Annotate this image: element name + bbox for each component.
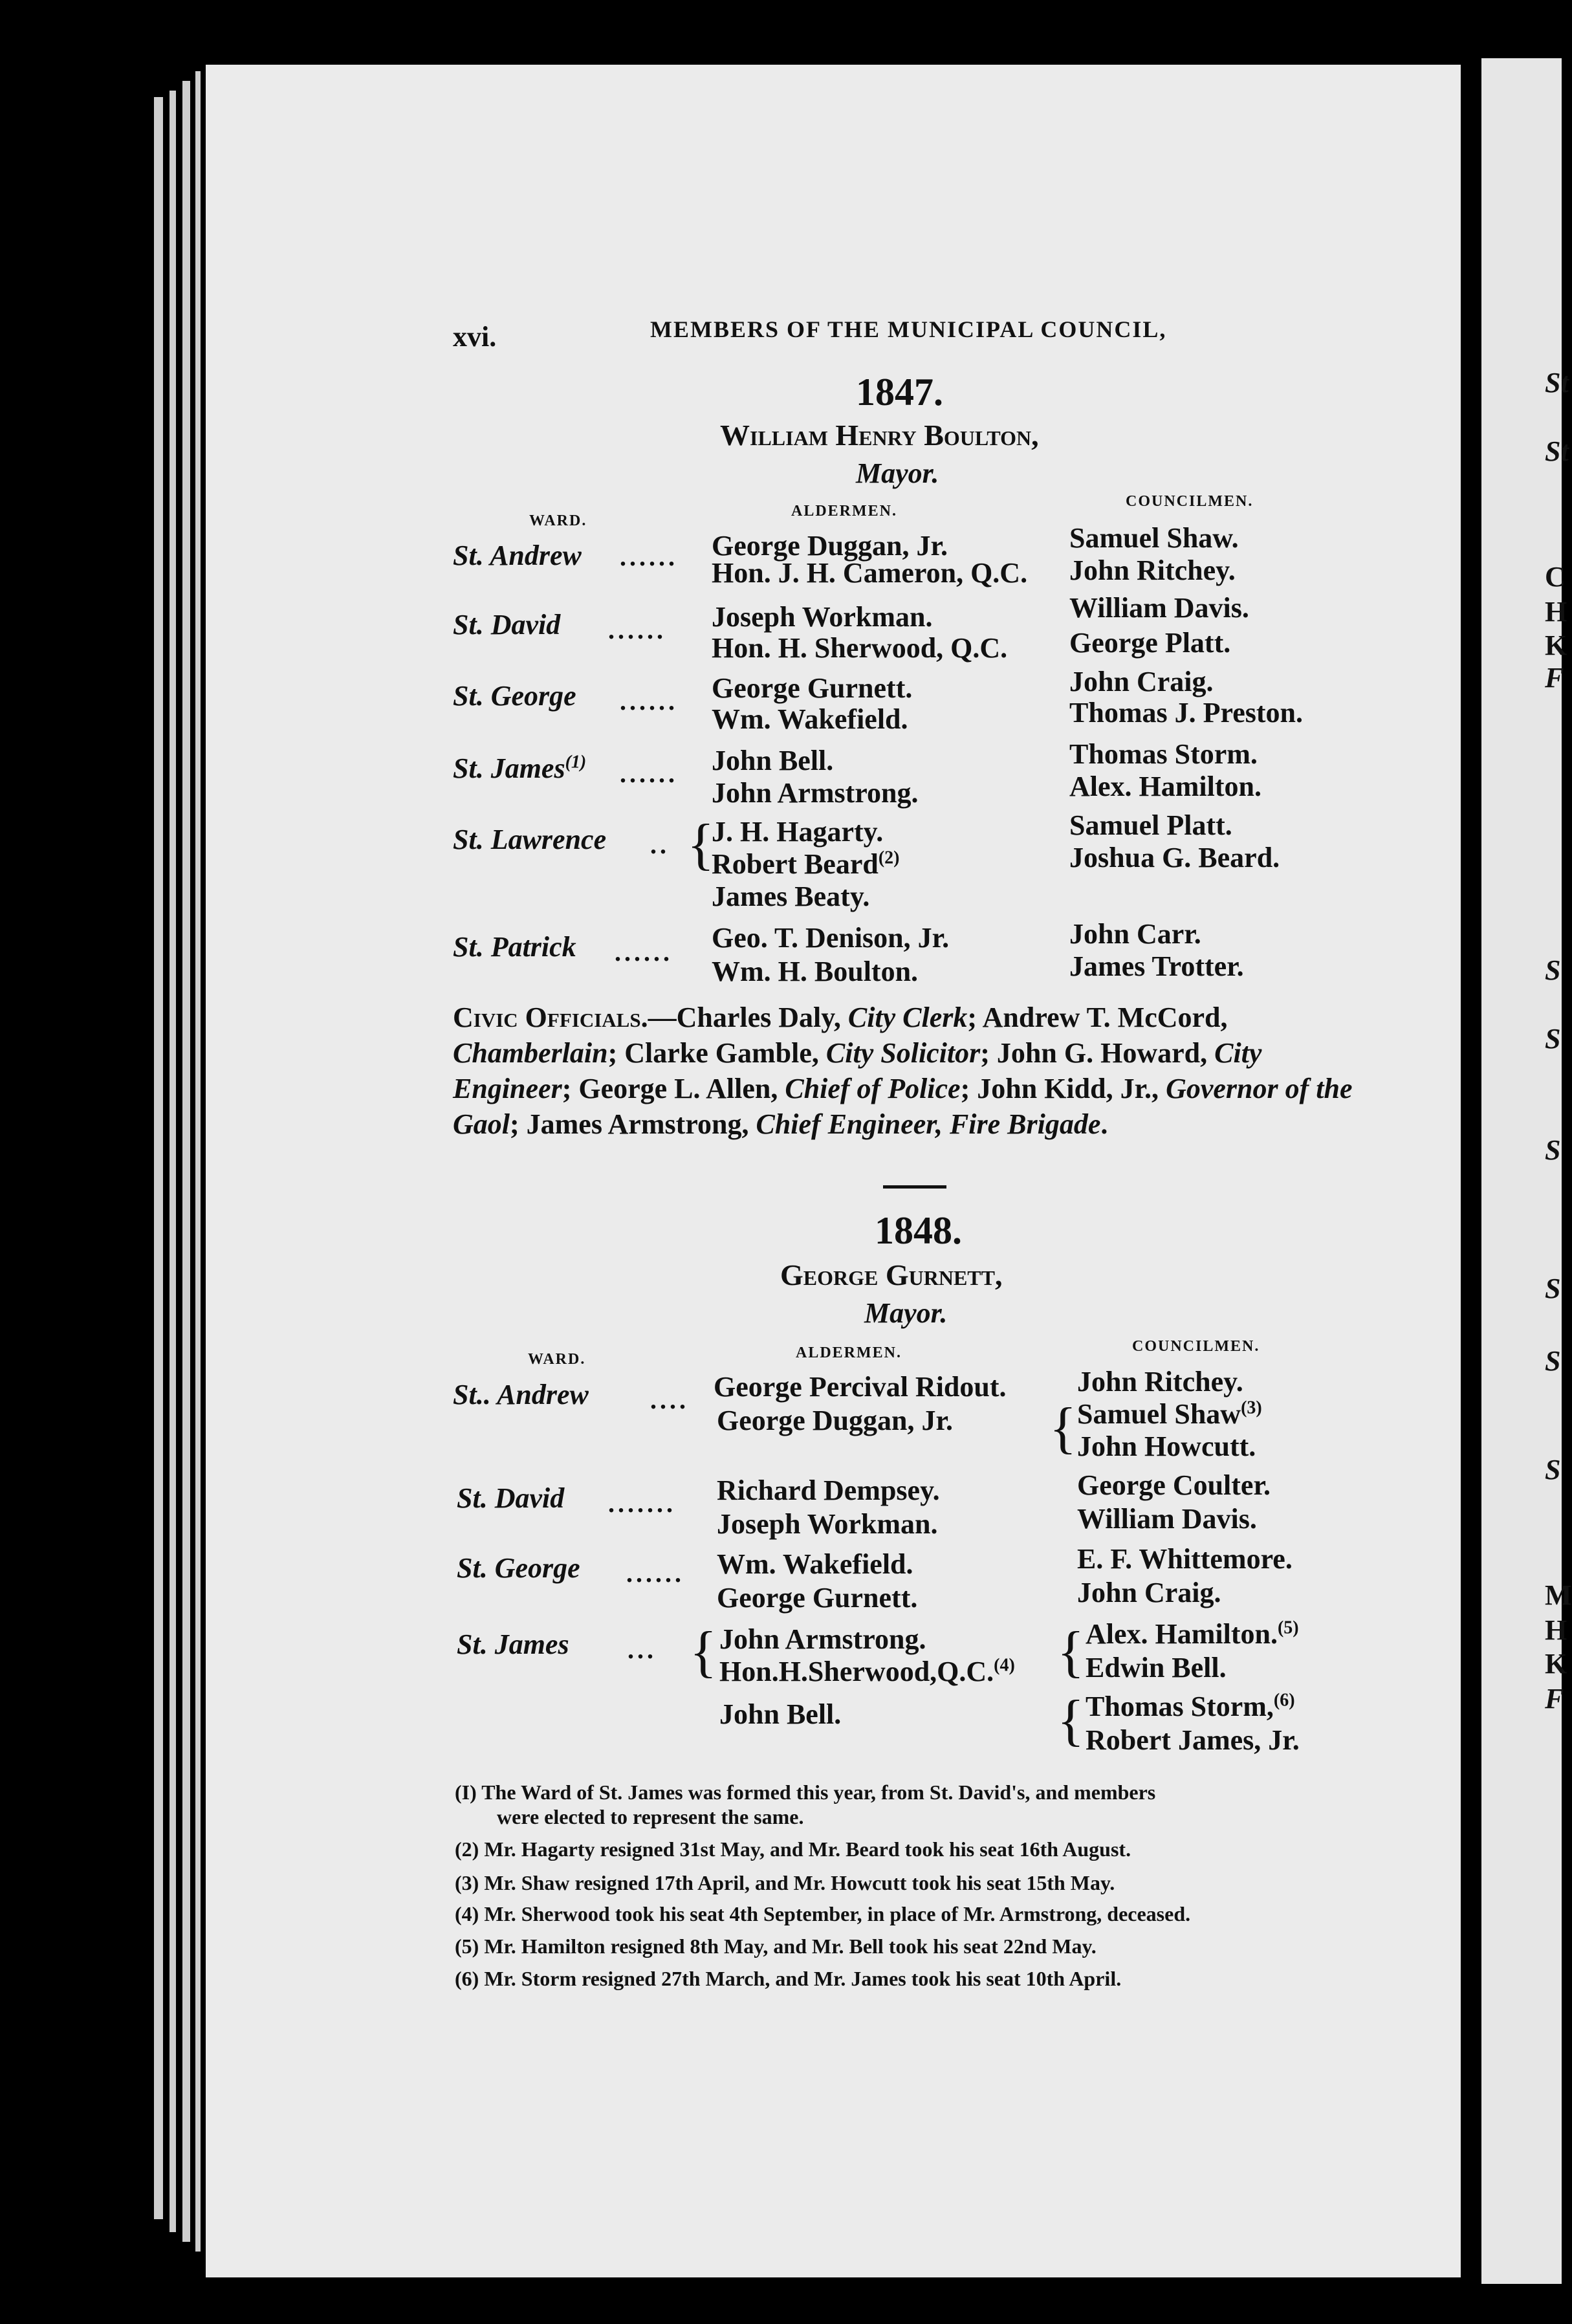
facing-page-fragment: S [1545,1345,1561,1377]
footnote: (I) The Ward of St. James was formed this year, from St. David's, and members [455,1781,1156,1804]
councilmen-header-1848: COUNCILMEN. [1132,1338,1260,1355]
councilman-name: Samuel Shaw. [1069,522,1239,554]
brace: { [687,813,715,876]
ward-label: St. David [453,609,561,641]
year-heading-1848: 1848. [875,1209,962,1252]
facing-page-fragment: F [1545,1683,1564,1715]
leader-dots: ...... [626,1559,684,1588]
section-divider [883,1185,946,1189]
ward-label: St. David [457,1482,565,1514]
footnote-marker: (6) [1273,1690,1295,1711]
alderman-name: J. H. Hagarty. [712,816,884,848]
leader-dots: .. [650,830,670,859]
councilman-name: George Coulter. [1077,1469,1271,1501]
councilman-name: James Trotter. [1069,950,1244,982]
footnote: were elected to represent the same. [497,1805,804,1828]
councilman-name: Thomas Storm. [1069,738,1258,770]
ward-name: St. James [453,752,565,784]
leader-dots: ...... [608,615,666,644]
alderman-name: George Percival Ridout. [714,1371,1007,1403]
councilman-name-text: Samuel Shaw [1077,1398,1241,1430]
civic-text: —Charles Daly, [648,1002,848,1033]
leader-dots: ...... [620,759,678,788]
alderman-name-text: Robert Beard [712,848,879,880]
civic-title: City Clerk [847,1002,968,1033]
alderman-name: Joseph Workman. [712,601,933,633]
page-number: xvi. [453,321,497,353]
civic-title: Chamberlain [453,1037,608,1069]
councilman-name [1086,1617,1299,1650]
facing-page-fragment: S [1545,954,1561,986]
ward-label [453,752,586,785]
facing-page-fragment: St [1545,435,1569,467]
civic-text: ; George L. Allen, [562,1073,785,1104]
councilman-name: William Davis. [1069,592,1249,624]
book-edge [154,97,163,2219]
year-heading-1847: 1847. [856,371,943,413]
brace: { [1057,1621,1085,1683]
councilman-name: John Craig. [1077,1577,1221,1608]
footnote: (5) Mr. Hamilton resigned 8th May, and Mr. Bell took his seat 22nd May. [455,1935,1097,1958]
councilman-name: John Carr. [1069,918,1201,950]
civic-title: Chief Engineer, Fire Brigade [756,1108,1101,1140]
book-edge [169,91,176,2232]
ward-header-1848: WARD. [528,1351,586,1368]
facing-page-fragment: St [1545,367,1569,399]
footnote: (3) Mr. Shaw resigned 17th April, and Mr. Howcutt took his seat 15th May. [455,1871,1115,1894]
civic-title: City Engineer [453,1037,1262,1104]
leader-dots: .... [650,1385,689,1414]
ward-label: St. Patrick [453,931,576,963]
facing-page-fragment: K [1545,630,1567,661]
councilman-name: Alex. Hamilton. [1069,771,1261,802]
brace: { [1049,1397,1077,1460]
alderman-name: George Duggan, Jr. [712,530,948,562]
footnote-marker: (1) [565,752,587,773]
councilman-name: E. F. Whittemore. [1077,1543,1293,1575]
alderman-name [712,848,900,881]
footnote: (2) Mr. Hagarty resigned 31st May, and Mr. Beard took his seat 16th August. [455,1837,1131,1861]
ward-label: St.. Andrew [453,1379,589,1410]
civic-officials-label: Civic Officials. [453,1002,648,1033]
civic-text: ; Andrew T. McCord, [967,1002,1228,1033]
aldermen-header-1847: ALDERMEN. [791,503,898,520]
leader-dots: ...... [620,686,678,716]
councilman-name: John Howcutt. [1077,1431,1256,1462]
civic-officials-paragraph [453,1000,1378,1142]
brace: { [690,1621,717,1683]
facing-page-fragment: H [1545,596,1567,628]
civic-text: ; John Kidd, Jr., [960,1073,1166,1104]
alderman-name: George Duggan, Jr. [717,1405,954,1436]
facing-page-fragment: S [1545,1023,1561,1055]
alderman-name: Richard Dempsey. [717,1474,940,1506]
facing-page-fragment: C [1545,561,1566,593]
councilman-name [1086,1690,1295,1723]
ward-label: St. James [457,1628,569,1660]
mayor-title-1847: Mayor. [856,457,939,489]
alderman-name: John Bell. [712,745,834,776]
alderman-name: Wm. Wakefield. [712,703,908,735]
book-edge [182,81,190,2242]
mayor-name-1848: George Gurnett, [780,1258,1003,1291]
facing-page-fragment: S [1545,1454,1561,1485]
leader-dots: ...... [620,542,678,571]
councilman-name-text: Alex. Hamilton. [1086,1618,1278,1650]
aldermen-header-1848: ALDERMEN. [796,1344,902,1361]
facing-page-fragment: S [1545,1273,1561,1304]
footnote-marker: (3) [1241,1398,1262,1418]
alderman-name: Joseph Workman. [717,1508,938,1540]
facing-page-fragment: K [1545,1648,1567,1680]
civic-title: City Solicitor [825,1037,981,1069]
ward-label: St. Andrew [453,540,582,571]
civic-text: ; Clarke Gamble, [607,1037,826,1069]
leader-dots: ....... [608,1489,676,1518]
alderman-name: Wm. H. Boulton. [712,956,919,987]
alderman-name: John Bell. [719,1698,842,1730]
footnote-marker: (2) [878,848,900,868]
councilman-name: Edwin Bell. [1086,1652,1227,1683]
alderman-name: Hon. H. Sherwood, Q.C. [712,632,1008,664]
alderman-name: Wm. Wakefield. [717,1548,913,1580]
councilman-name: Joshua G. Beard. [1069,842,1280,873]
civic-text: . [1100,1108,1108,1140]
mayor-title-1848: Mayor. [864,1297,948,1329]
brace: { [1057,1689,1085,1752]
councilman-name-text: Thomas Storm, [1086,1691,1274,1722]
alderman-name-text: Hon.H.Sherwood,Q.C. [719,1656,994,1687]
civic-text: ; James Armstrong, [510,1108,756,1140]
facing-page-fragment: H [1545,1614,1567,1646]
civic-title: Chief of Police [785,1073,961,1104]
ward-label: St. Lawrence [453,824,607,855]
councilman-name: John Ritchey. [1069,554,1236,586]
councilman-name: Robert James, Jr. [1086,1724,1300,1756]
civic-text: ; John G. Howard, [980,1037,1215,1069]
alderman-name: John Armstrong. [719,1623,926,1655]
councilmen-header-1847: COUNCILMEN. [1126,493,1254,510]
facing-page-fragment: M [1545,1579,1572,1611]
leader-dots: ...... [615,937,673,967]
councilman-name: Samuel Platt. [1069,809,1232,841]
alderman-name [719,1655,1015,1688]
facing-page-fragment: F [1545,662,1564,694]
footnote: (4) Mr. Sherwood took his seat 4th September, in place of Mr. Armstrong, deceased. [455,1902,1191,1925]
mayor-name-1847: William Henry Boulton, [720,419,1039,452]
councilman-name: John Craig. [1069,666,1214,697]
alderman-name: Hon. J. H. Cameron, Q.C. [712,557,1028,589]
facing-page-fragment: S [1545,1134,1561,1166]
running-title: MEMBERS OF THE MUNICIPAL COUNCIL, [650,316,1167,342]
alderman-name: James Beaty. [712,881,870,912]
councilman-name: John Ritchey. [1077,1366,1243,1398]
councilman-name: William Davis. [1077,1503,1257,1535]
civic-title: Governor of the Gaol [453,1073,1353,1140]
alderman-name: George Gurnett. [712,672,913,704]
book-edge [195,71,201,2252]
councilman-name: Thomas J. Preston. [1069,697,1303,729]
ward-label: St. George [457,1552,580,1584]
ward-label: St. George [453,680,576,712]
councilman-name: George Platt. [1069,627,1231,659]
footnote-marker: (5) [1277,1617,1299,1638]
councilman-name [1077,1398,1262,1431]
alderman-name: Geo. T. Denison, Jr. [712,922,950,954]
alderman-name: John Armstrong. [712,777,919,809]
footnote-marker: (4) [994,1655,1015,1676]
footnote: (6) Mr. Storm resigned 27th March, and Mr. James took his seat 10th April. [455,1967,1122,1990]
ward-header-1847: WARD. [529,512,587,529]
alderman-name: George Gurnett. [717,1582,918,1614]
leader-dots: ... [628,1635,657,1664]
